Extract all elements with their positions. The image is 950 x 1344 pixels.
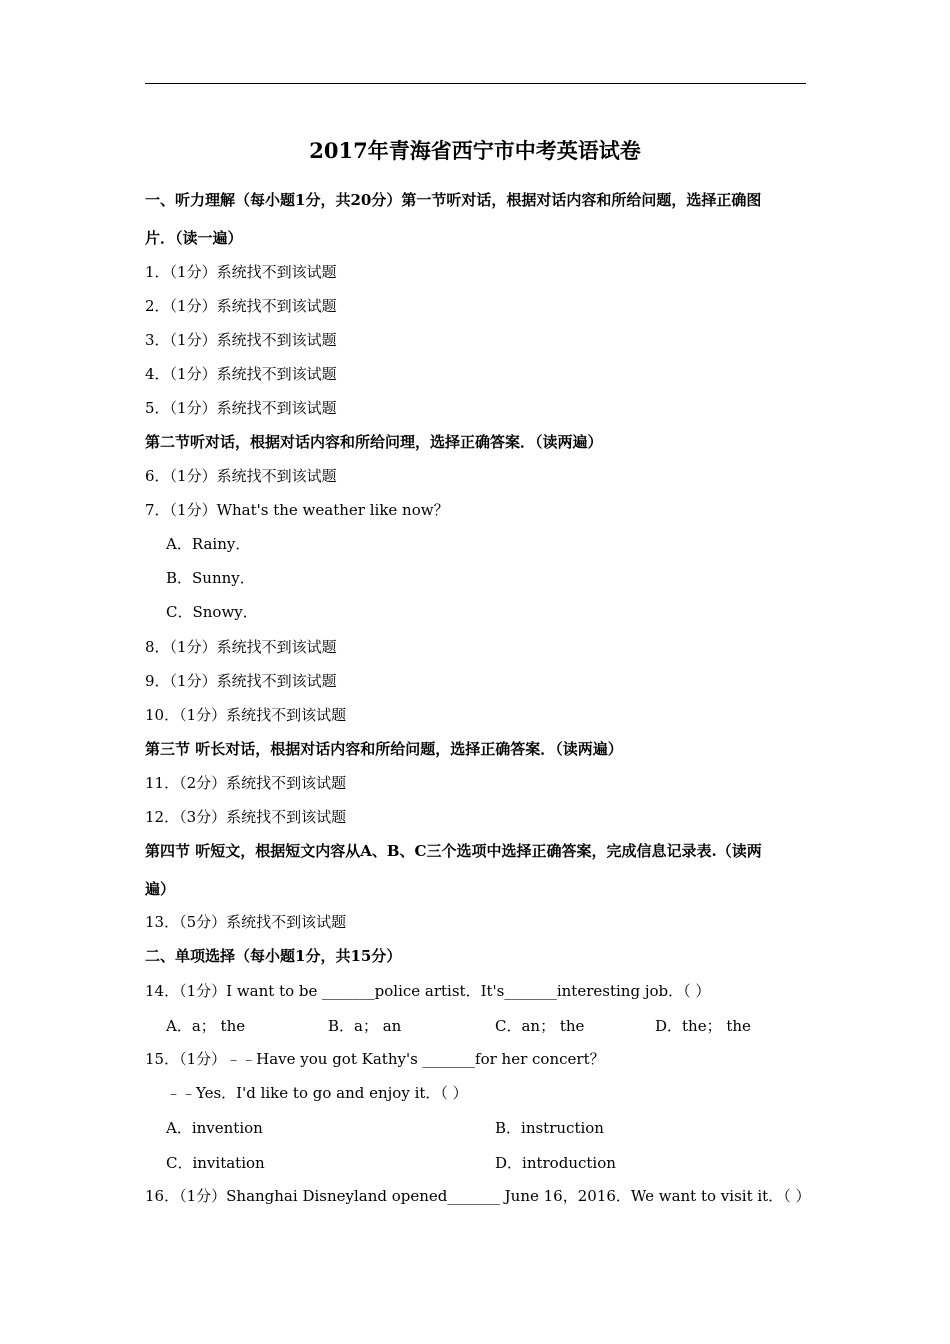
section4-heading: 第四节 听短文，根据短文内容从A、B、C三个选项中选择正确答案，完成信息记录表.（读两 bbox=[145, 842, 762, 860]
question-6: 6．（1分）系统找不到该试题 bbox=[145, 467, 337, 485]
question-14-option-b: B．a； an bbox=[328, 1017, 402, 1035]
question-3: 3．（1分）系统找不到该试题 bbox=[145, 331, 337, 349]
question-16: 16．（1分）Shanghai Disneyland opened_______ June 16，2016．We want to visit it．（ ） bbox=[145, 1187, 811, 1205]
question-7-option-b: B．Sunny． bbox=[166, 569, 255, 587]
question-12: 12．（3分）系统找不到该试题 bbox=[145, 808, 347, 826]
question-15-reply: ﹣﹣Yes．I'd like to go and enjoy it．（ ） bbox=[166, 1084, 468, 1102]
header-rule bbox=[145, 83, 806, 84]
question-10: 10．（1分）系统找不到该试题 bbox=[145, 706, 347, 724]
question-13: 13．（5分）系统找不到该试题 bbox=[145, 913, 347, 931]
page-title: 2017年青海省西宁市中考英语试卷 bbox=[309, 138, 641, 163]
question-8: 8．（1分）系统找不到该试题 bbox=[145, 638, 337, 656]
question-15-option-a: A．invention bbox=[166, 1119, 263, 1137]
question-11: 11．（2分）系统找不到该试题 bbox=[145, 774, 347, 792]
question-7: 7．（1分）What's the weather like now？ bbox=[145, 501, 449, 519]
question-14-option-d: D．the； the bbox=[655, 1017, 751, 1035]
section1-heading-cont: 片．（读一遍） bbox=[145, 229, 243, 247]
section3-heading: 第三节 听长对话，根据对话内容和所给问题，选择正确答案．（读两遍） bbox=[145, 740, 623, 758]
question-7-option-c: C．Snowy． bbox=[166, 603, 258, 621]
question-7-option-a: A．Rainy． bbox=[166, 535, 251, 553]
question-14: 14．（1分）I want to be _______police artist．It's_______interesting job．（ ） bbox=[145, 982, 711, 1000]
section4-heading-cont: 遍） bbox=[145, 880, 176, 898]
question-9: 9．（1分）系统找不到该试题 bbox=[145, 672, 337, 690]
question-14-option-a: A．a； the bbox=[166, 1017, 246, 1035]
question-1: 1．（1分）系统找不到该试题 bbox=[145, 263, 337, 281]
question-15-option-c: C．invitation bbox=[166, 1154, 265, 1172]
question-15-option-d: D．introduction bbox=[495, 1154, 616, 1172]
section1-heading: 一、听力理解（每小题1分，共20分）第一节听对话，根据对话内容和所给问题，选择正确图 bbox=[145, 191, 762, 209]
question-4: 4．（1分）系统找不到该试题 bbox=[145, 365, 337, 383]
question-15: 15．（1分）﹣﹣Have you got Kathy's _______for her concert？ bbox=[145, 1050, 605, 1068]
question-2: 2．（1分）系统找不到该试题 bbox=[145, 297, 337, 315]
section2-heading: 第二节听对话，根据对话内容和所给问理，选择正确答案．（读两遍） bbox=[145, 433, 603, 451]
question-5: 5．（1分）系统找不到该试题 bbox=[145, 399, 337, 417]
question-14-option-c: C．an； the bbox=[495, 1017, 585, 1035]
part2-heading: 二、单项选择（每小题1分，共15分） bbox=[145, 947, 402, 965]
question-15-option-b: B．instruction bbox=[495, 1119, 604, 1137]
